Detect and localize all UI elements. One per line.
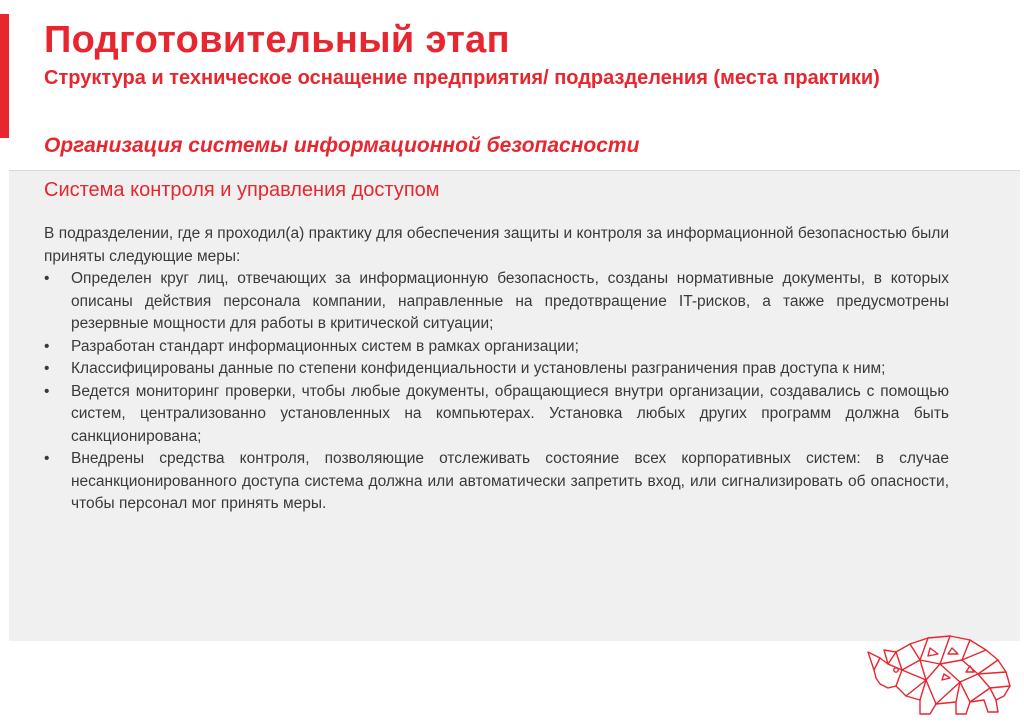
page-title: Подготовительный этап xyxy=(44,19,510,61)
list-item: • Ведется мониторинг проверки, чтобы любые документы, обращающиеся внутри организации, создавались с помощью систем, централизованно установленных на компьютерах. Установка любых других программ должна быть санкционирована; xyxy=(44,381,949,449)
content-panel xyxy=(9,170,1020,641)
page-subtitle: Структура и техническое оснащение предприятия/ подразделения (места практики) xyxy=(44,67,880,89)
intro-paragraph: В подразделении, где я проходил(а) практику для обеспечения защиты и контроля за информационной безопасностью были приняты следующие меры: xyxy=(44,225,949,265)
list-item: • Определен круг лиц, отвечающих за информационную безопасность, созданы нормативные документы, в которых описаны действия персонала компании, направленные на предотвращение IT-рисков, а также предусмотрены резервные мощности для работы в критической ситуации; xyxy=(44,268,949,336)
list-item: • Разработан стандарт информационных систем в рамках организации; xyxy=(44,336,949,359)
list-item: • Внедрены средства контроля, позволяющие отслеживать состояние всех корпоративных систем: в случае несанкционированного доступа система должна или автоматически запретить вход, или сигнализировать об опасности, чтобы персонал мог принять меры. xyxy=(44,448,949,516)
panel-heading: Система контроля и управления доступом xyxy=(44,179,440,201)
section-title: Организация системы информационной безопасности xyxy=(44,134,640,157)
list-item: • Классифицированы данные по степени конфиденциальности и установлены разграничения прав доступа к ним; xyxy=(44,358,949,381)
accent-bar xyxy=(0,14,9,138)
rhino-logo-icon xyxy=(866,630,1016,716)
measures-list xyxy=(44,268,949,516)
